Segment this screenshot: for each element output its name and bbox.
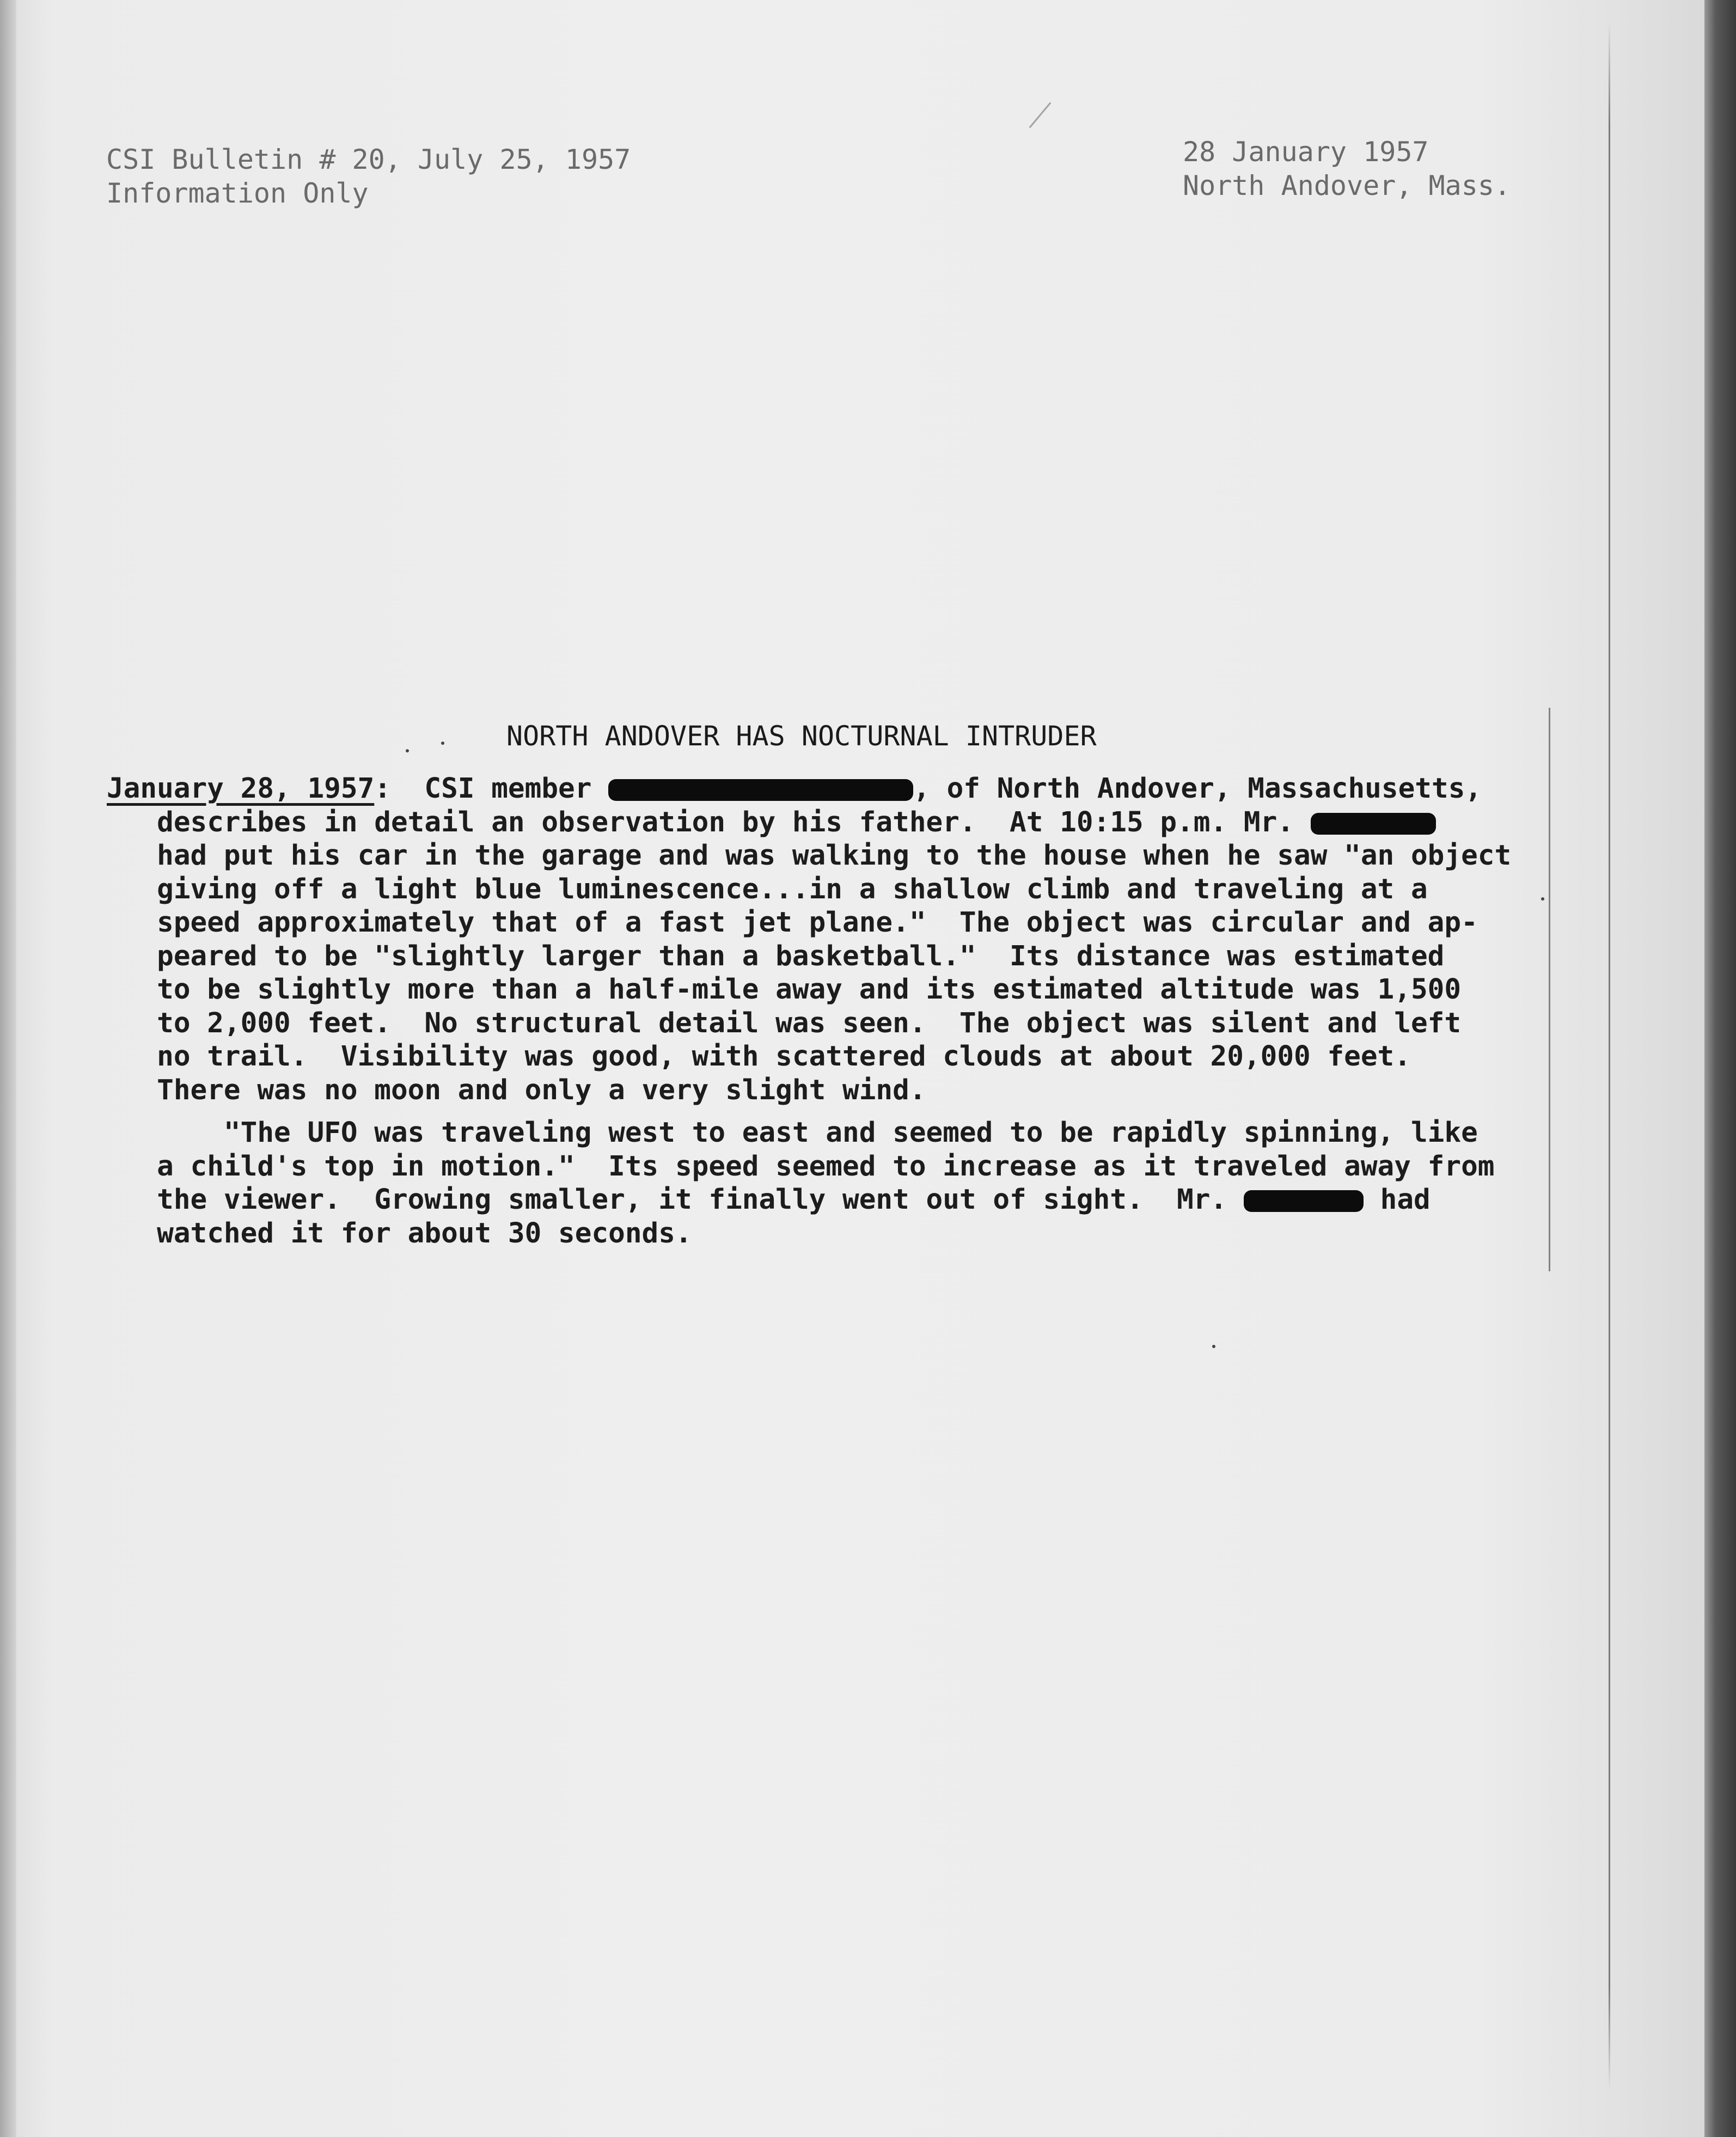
dateline-header	[1183, 135, 1511, 203]
paragraph-1-line-3: had put his car in the garage and was walking to the house when he saw "an object	[107, 840, 1512, 872]
dateline-date: 28 January 1957	[1183, 136, 1429, 168]
paragraph-1-line-5: speed approximately that of a fast jet plane." The object was circular and ap-	[107, 907, 1478, 939]
scan-speck	[406, 749, 409, 752]
paragraph-2-line-4: watched it for about 30 seconds.	[107, 1217, 692, 1250]
bulletin-number-line: CSI Bulletin # 20, July 25, 1957	[106, 144, 631, 175]
paragraph-2-line-2: a child's top in motion." Its speed seemed to increase as it traveled away from	[107, 1150, 1495, 1183]
scan-left-edge	[0, 0, 16, 2137]
scan-speck	[441, 742, 444, 745]
paragraph-1-line-1a: : CSI member	[374, 773, 609, 805]
paragraph-1-line-9: no trail. Visibility was good, with scattered clouds at about 20,000 feet.	[107, 1040, 1411, 1073]
paragraph-2-line-3a: the viewer. Growing smaller, it finally went out of sight. Mr.	[107, 1184, 1244, 1216]
paragraph-1-line-6: peared to be "slightly larger than a basketball." Its distance was estimated	[107, 940, 1445, 972]
redacted-name	[1244, 1190, 1364, 1212]
paragraph-1-line-2: describes in detail an observation by his father. At 10:15 p.m. Mr.	[107, 806, 1311, 838]
paragraph-1-line-1b: , of North Andover, Massachusetts,	[913, 773, 1482, 805]
scan-speck	[1212, 1345, 1215, 1348]
scan-scratch	[1029, 102, 1052, 128]
scan-speck	[1541, 897, 1544, 901]
report-date: January 28, 1957	[107, 773, 375, 805]
bulletin-header	[106, 143, 631, 210]
dateline-location: North Andover, Mass.	[1183, 170, 1511, 201]
information-only-line: Information Only	[106, 177, 369, 209]
paragraph-1-line-8: to 2,000 feet. No structural detail was seen. The object was silent and left	[107, 1007, 1462, 1039]
paragraph-2	[107, 1116, 1494, 1250]
paragraph-1-line-7: to be slightly more than a half-mile away and its estimated altitude was 1,500	[107, 973, 1462, 1006]
paragraph-1-line-4: giving off a light blue luminescence...in a shallow climb and traveling at a	[107, 873, 1428, 905]
paragraph-2-line-3b: had	[1363, 1184, 1431, 1216]
redacted-name	[608, 779, 913, 801]
document-title: NORTH ANDOVER HAS NOCTURNAL INTRUDER	[506, 720, 1097, 752]
paragraph-2-line-1: "The UFO was traveling west to east and seemed to be rapidly spinning, like	[107, 1117, 1478, 1149]
paragraph-1	[107, 772, 1511, 1107]
paragraph-1-line-10: There was no moon and only a very slight wind.	[107, 1074, 926, 1106]
margin-line	[1609, 22, 1610, 2091]
side-rule-line	[1549, 708, 1550, 1271]
redacted-name	[1311, 813, 1436, 835]
scan-right-edge	[1704, 0, 1736, 2137]
